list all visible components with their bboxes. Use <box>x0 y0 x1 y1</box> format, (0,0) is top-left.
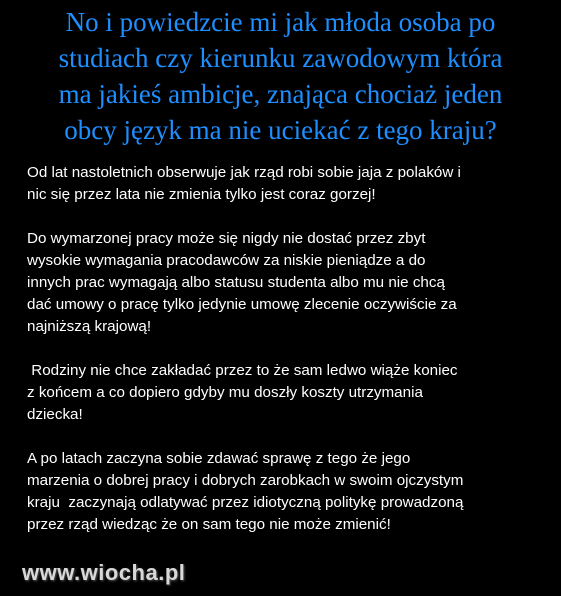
paragraph-line: marzenia o dobrej pracy i dobrych zarobkach w swoim ojczystym <box>27 472 464 489</box>
headline-line: studiach czy kierunku zawodowym która <box>58 43 503 73</box>
paragraph-line: kraju zaczynają odlatywać przez idiotyczną politykę prowadzoną <box>27 494 464 511</box>
paragraph-line: najniższą krajową! <box>27 318 152 335</box>
paragraph-line: A po latach zaczyna sobie zdawać sprawę z tego że jego <box>27 450 411 467</box>
headline <box>8 4 553 148</box>
paragraph <box>27 162 547 206</box>
paragraph <box>27 360 547 426</box>
paragraph-line: dziecka! <box>27 406 83 423</box>
headline-line: ma jakieś ambicje, znająca chociaż jeden <box>58 79 503 109</box>
headline-line: No i powiedzcie mi jak młoda osoba po <box>65 7 496 37</box>
paragraph-line: Do wymarzonej pracy może się nigdy nie dostać przez zbyt <box>27 230 426 247</box>
paragraph <box>27 228 547 338</box>
paragraph-line: Rodziny nie chce zakładać przez to że sam ledwo wiąże koniec <box>27 362 458 379</box>
watermark: www.wiocha.pl <box>22 560 186 585</box>
headline-line: obcy język ma nie uciekać z tego kraju? <box>64 115 497 145</box>
paragraph-line: Od lat nastoletnich obserwuje jak rząd robi sobie jaja z polaków i <box>27 164 461 181</box>
paragraph-line: nic się przez lata nie zmienia tylko jest coraz gorzej! <box>27 186 376 203</box>
paragraph-line: z końcem a co dopiero gdyby mu doszły koszty utrzymania <box>27 384 423 401</box>
body-text <box>27 162 547 536</box>
paragraph <box>27 448 547 536</box>
paragraph-line: wysokie wymagania pracodawców za niskie pieniądze a do <box>27 252 426 269</box>
paragraph-line: innych prac wymagają albo statusu studenta albo mu nie chcą <box>27 274 445 291</box>
paragraph-line: przez rząd wiedząc że on sam tego nie może zmienić! <box>27 516 391 533</box>
paragraph-line: dać umowy o pracę tylko jedynie umowę zlecenie oczywiście za <box>27 296 457 313</box>
